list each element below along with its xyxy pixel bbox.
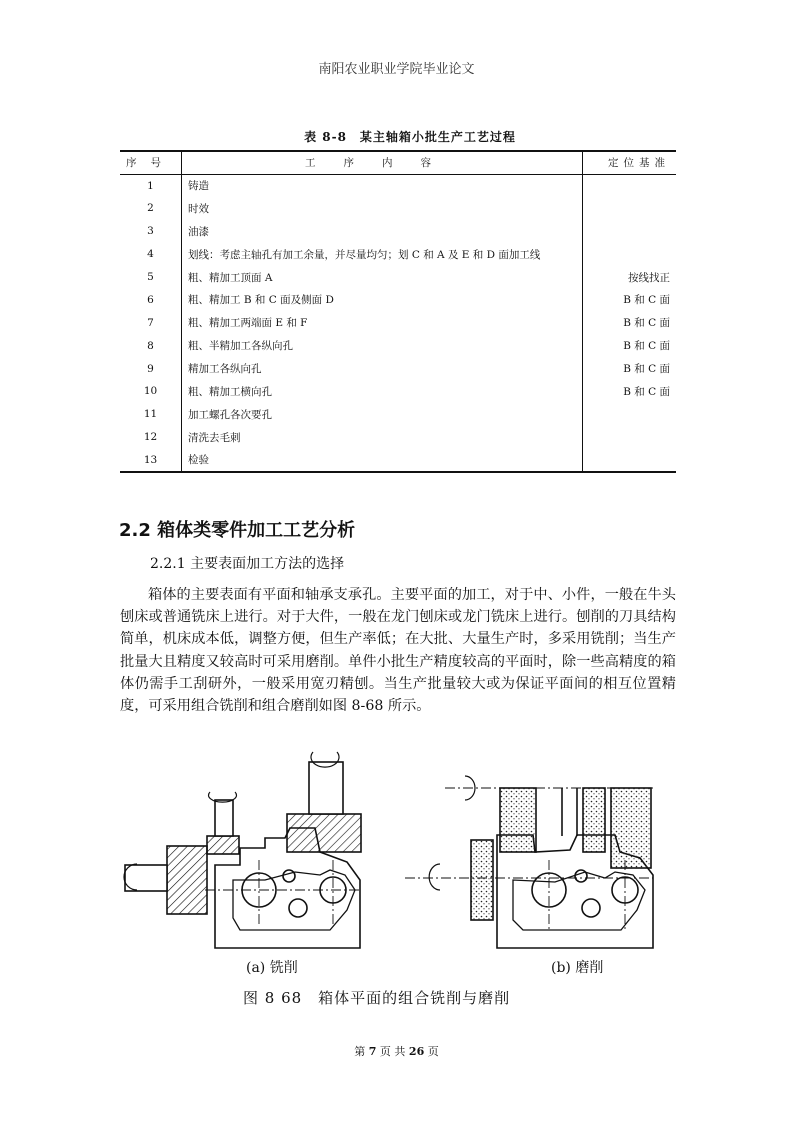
column-header-datum: 定位基准 bbox=[583, 151, 676, 174]
footer-page-number: 7 bbox=[368, 1045, 377, 1058]
cell-datum bbox=[583, 449, 676, 472]
cell-datum bbox=[583, 220, 676, 243]
figure-title: 图 8 68 箱体平面的组合铣削与磨削 bbox=[243, 989, 511, 1007]
bore-mid-a bbox=[289, 899, 307, 917]
figure-drawing bbox=[115, 740, 681, 980]
side-grinding-wheel bbox=[471, 840, 493, 920]
grinding-wheel-right-a bbox=[583, 788, 605, 852]
grinding-wheel-left bbox=[500, 788, 536, 852]
top-small-cutter bbox=[207, 836, 239, 854]
column-header-operation: 工序内容 bbox=[182, 151, 583, 174]
page-header: 南阳农业职业学院毕业论文 bbox=[318, 62, 475, 77]
table-row bbox=[120, 288, 676, 311]
cell-datum bbox=[583, 403, 676, 426]
cell-operation: 粗、精加工 B 和 C 面及侧面 D bbox=[182, 288, 583, 311]
cell-step-no: 6 bbox=[120, 288, 182, 311]
cell-operation: 油漆 bbox=[182, 220, 583, 243]
grinding-wheel-right-b bbox=[611, 788, 651, 868]
cell-datum: B 和 C 面 bbox=[623, 385, 670, 398]
table-row bbox=[120, 449, 676, 472]
cell-step-no: 7 bbox=[120, 311, 182, 334]
milling-diagram bbox=[124, 752, 361, 948]
cell-step-no: 13 bbox=[120, 449, 182, 472]
page-footer bbox=[0, 1043, 793, 1059]
footer-middle: 页 共 bbox=[379, 1045, 406, 1058]
column-header-no: 序号 bbox=[120, 151, 182, 174]
table-row bbox=[120, 220, 676, 243]
cell-operation: 粗、半精加工各纵向孔 bbox=[182, 334, 583, 357]
cell-step-no: 9 bbox=[120, 357, 182, 380]
cell-operation: 检验 bbox=[182, 449, 583, 472]
table-title: 表 8-8 某主轴箱小批生产工艺过程 bbox=[304, 130, 516, 144]
process-table bbox=[120, 150, 676, 473]
cell-datum: B 和 C 面 bbox=[623, 363, 670, 376]
bore-small-a bbox=[283, 870, 295, 882]
table-row bbox=[120, 266, 676, 289]
cell-operation: 加工螺孔各次要孔 bbox=[182, 403, 583, 426]
cell-operation: 粗、精加工两端面 E 和 F bbox=[182, 311, 583, 334]
cell-datum bbox=[583, 174, 676, 197]
top-large-cutter bbox=[287, 814, 361, 852]
cell-datum: B 和 C 面 bbox=[623, 294, 670, 307]
side-rotation-arrow-b bbox=[429, 864, 440, 890]
table-row bbox=[120, 334, 676, 357]
top-small-spindle bbox=[215, 800, 233, 836]
cell-operation: 铸造 bbox=[182, 174, 583, 197]
cell-operation: 时效 bbox=[182, 197, 583, 220]
cell-step-no: 5 bbox=[120, 266, 182, 289]
table-row bbox=[120, 243, 676, 266]
bore-mid-b bbox=[582, 899, 600, 917]
cell-datum bbox=[583, 426, 676, 449]
side-cutter bbox=[167, 846, 207, 914]
cell-operation: 粗、精加工顶面 A bbox=[182, 266, 583, 289]
section-heading: 2.2 箱体类零件加工工艺分析 bbox=[119, 520, 356, 541]
footer-total-pages: 26 bbox=[408, 1045, 425, 1058]
subsection-heading: 2.2.1 主要表面加工方法的选择 bbox=[150, 556, 345, 572]
cell-step-no: 3 bbox=[120, 220, 182, 243]
grinding-diagram bbox=[405, 776, 655, 948]
caption-milling: (a) 铣削 bbox=[246, 960, 298, 976]
table-row bbox=[120, 403, 676, 426]
table-row bbox=[120, 311, 676, 334]
cell-datum bbox=[583, 197, 676, 220]
table-row bbox=[120, 426, 676, 449]
cell-operation: 划线：考虑主轴孔有加工余量，并尽量均匀；划 C 和 A 及 E 和 D 面加工线 bbox=[182, 243, 583, 266]
cell-step-no: 8 bbox=[120, 334, 182, 357]
cell-step-no: 1 bbox=[120, 174, 182, 197]
cell-datum bbox=[583, 243, 676, 266]
cell-datum: 按线找正 bbox=[628, 271, 670, 284]
table-row bbox=[120, 380, 676, 403]
table-body bbox=[120, 174, 676, 472]
cell-step-no: 4 bbox=[120, 243, 182, 266]
cell-step-no: 12 bbox=[120, 426, 182, 449]
table-header-row bbox=[120, 151, 676, 174]
body-paragraph: 箱体的主要表面有平面和轴承支承孔。主要平面的加工，对于中、小件，一般在牛头刨床或普通铣床上进行。对于大件，一般在龙门刨床或龙门铣床上进行。刨削的刀具结构简单，机床成本低，调整方便，但生产率低；在大批、大量生产时，多采用铣削；当生产批量大且精度又较高时可采用磨削。单件小批生产精度较高的平面时，除一些高精度的箱体仍需手工刮研外，一般采用宽刃精刨。当生产批量较大或为保证平面间的相互位置精度，可采用组合铣削和组合磨削如图 8-68 所示。 bbox=[120, 587, 676, 715]
table-row bbox=[120, 174, 676, 197]
caption-grinding: (b) 磨削 bbox=[551, 960, 604, 976]
cell-step-no: 10 bbox=[120, 380, 182, 403]
side-spindle bbox=[125, 865, 167, 891]
cell-operation: 粗、精加工横向孔 bbox=[182, 380, 583, 403]
bore-small-b bbox=[575, 870, 587, 882]
footer-prefix: 第 bbox=[354, 1045, 366, 1058]
cell-datum: B 和 C 面 bbox=[623, 340, 670, 353]
cell-operation: 精加工各纵向孔 bbox=[182, 357, 583, 380]
cell-step-no: 2 bbox=[120, 197, 182, 220]
table-row bbox=[120, 357, 676, 380]
cell-step-no: 11 bbox=[120, 403, 182, 426]
cell-datum: B 和 C 面 bbox=[623, 317, 670, 330]
top-large-spindle bbox=[309, 762, 343, 814]
table-row bbox=[120, 197, 676, 220]
footer-suffix: 页 bbox=[427, 1045, 439, 1058]
cell-operation: 清洗去毛刺 bbox=[182, 426, 583, 449]
